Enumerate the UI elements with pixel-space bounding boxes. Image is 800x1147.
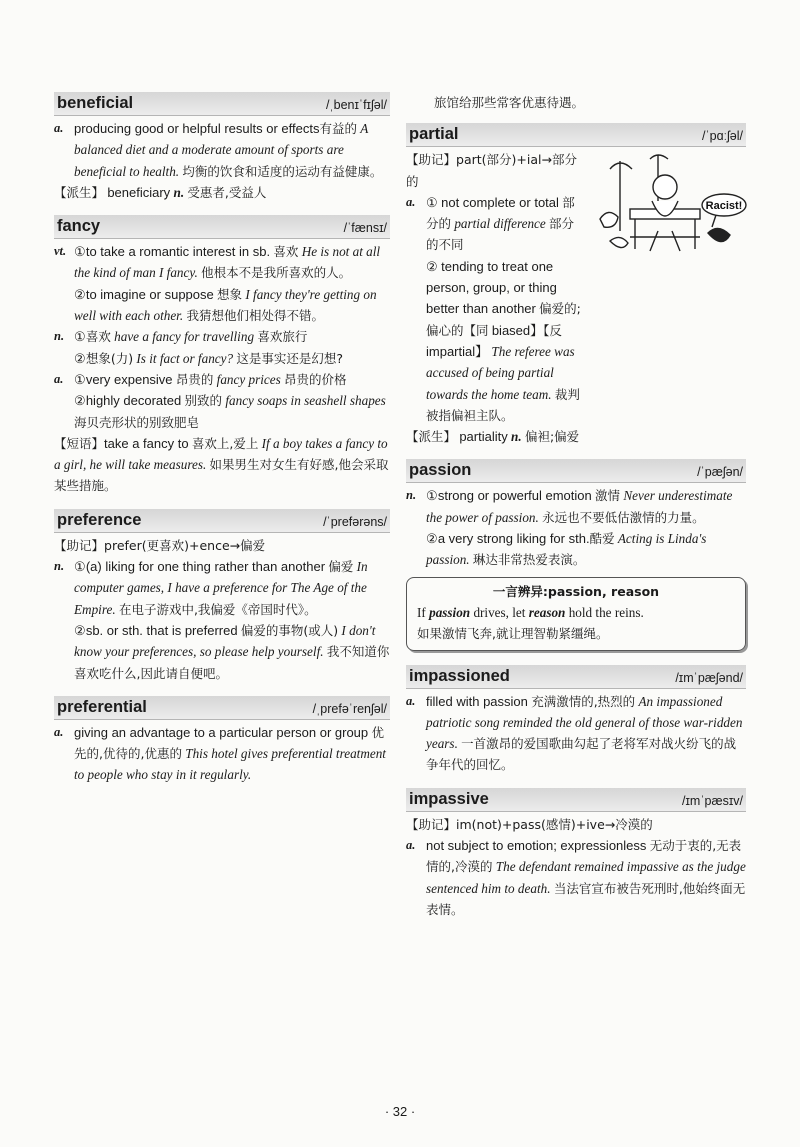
sense bbox=[406, 691, 746, 776]
sense-number: ① bbox=[426, 488, 438, 504]
example: have a fancy for travelling bbox=[114, 329, 255, 345]
memo-tag: 【助记】 bbox=[406, 816, 457, 832]
entry-fancy bbox=[54, 215, 390, 497]
right-column bbox=[406, 92, 746, 932]
sense-vt bbox=[54, 241, 390, 326]
example: I fancy they're getting on well with each other. bbox=[74, 286, 377, 324]
part-of-speech: a. bbox=[406, 194, 416, 209]
definition: to take a romantic interest in sb. bbox=[85, 244, 271, 260]
example-translation: 这是事实还是幻想? bbox=[236, 350, 344, 366]
translation: 部分的 bbox=[426, 194, 575, 232]
definition: giving an advantage to a particular person or group bbox=[74, 724, 369, 740]
headword: partial bbox=[409, 125, 459, 144]
translation: 偏爱 bbox=[328, 559, 354, 575]
definition: strong or powerful emotion bbox=[437, 488, 592, 504]
comparison-title: 一言辨异:passion, reason bbox=[492, 583, 660, 599]
translation: 想象 bbox=[217, 286, 243, 302]
definition: highly decorated bbox=[85, 393, 182, 409]
part-of-speech: vt. bbox=[54, 244, 67, 259]
example-translation: 昂贵的价格 bbox=[284, 371, 347, 387]
headword: preferential bbox=[57, 697, 147, 716]
phrase bbox=[54, 433, 390, 497]
definition: very expensive bbox=[85, 371, 173, 387]
headword: fancy bbox=[57, 217, 101, 236]
example-translation: 旅馆给那些常客优惠待遇。 bbox=[434, 95, 585, 110]
definition: not complete or total bbox=[441, 194, 559, 210]
sense-number: ② bbox=[74, 622, 86, 638]
example: partial difference bbox=[454, 216, 546, 232]
sense-n bbox=[406, 485, 746, 570]
example: The referee was accused of being partial towards the home team. bbox=[426, 343, 575, 402]
sense-a bbox=[54, 369, 390, 433]
pronunciation: /ˌbenɪˈfɪʃəl/ bbox=[325, 98, 387, 112]
translation: 激情 bbox=[595, 488, 621, 504]
example-translation: 我不知道你喜欢吃什么,因此请自便吧。 bbox=[74, 644, 390, 681]
headword: beneficial bbox=[57, 94, 134, 112]
translation: 喜欢 bbox=[85, 329, 111, 345]
deriv-tag: 【派生】 bbox=[406, 429, 457, 445]
memo bbox=[54, 535, 390, 556]
memo-text: part(部分)+ial→部分的 bbox=[406, 152, 577, 189]
deriv-tag: 【派生】 bbox=[54, 184, 105, 200]
synonym: biased】 bbox=[491, 322, 544, 338]
example: Acting is Linda's passion. bbox=[426, 531, 707, 568]
definition: (a) liking for one thing rather than another bbox=[85, 559, 326, 575]
example: fancy prices bbox=[216, 371, 281, 387]
translation: 酷爱 bbox=[589, 531, 615, 547]
translation: 无动于衷的,无表情的,冷漠的 bbox=[426, 838, 742, 875]
definition: to imagine or suppose bbox=[85, 286, 214, 302]
keyword: passion bbox=[429, 604, 471, 620]
sense-number: ① bbox=[74, 244, 86, 260]
definition: not subject to emotion; expressionless bbox=[426, 838, 647, 854]
headword-bar bbox=[406, 665, 746, 689]
entry-partial bbox=[406, 123, 746, 447]
example: The defendant remained impassive as the judge sentenced him to death. bbox=[426, 859, 746, 896]
translation: 优先的,优待的,优惠的 bbox=[74, 724, 384, 762]
sense bbox=[54, 722, 390, 786]
sense-n bbox=[54, 556, 390, 684]
headword-bar bbox=[406, 123, 746, 147]
antonym: impartial】 bbox=[426, 343, 489, 359]
entry-beneficial bbox=[54, 92, 390, 203]
example-translation: 部分的不同 bbox=[426, 216, 575, 253]
example-translation: 永远也不要低估激情的力量。 bbox=[542, 509, 705, 525]
sense-number: ① bbox=[74, 371, 86, 387]
sense-a bbox=[406, 192, 584, 426]
definition: tending to treat one person, group, or thing better than another bbox=[426, 258, 557, 317]
example: fancy soaps in seashell shapes bbox=[225, 393, 386, 409]
derivative bbox=[406, 426, 746, 447]
sense-n bbox=[54, 326, 390, 369]
sense-number: ① bbox=[74, 559, 86, 575]
part-of-speech: a. bbox=[54, 121, 64, 135]
memo-tag: 【助记】 bbox=[406, 152, 457, 168]
entry-preference bbox=[54, 509, 390, 684]
example: An impassioned patriotic song reminded the old general of those war-ridden years. bbox=[426, 693, 743, 752]
part-of-speech: n. bbox=[54, 329, 65, 344]
example-translation: 均衡的饮食和适度的运动有益健康。 bbox=[182, 163, 383, 179]
cartoon-illustration bbox=[590, 149, 748, 267]
part-of-speech: a. bbox=[54, 371, 64, 386]
memo-text: prefer(更喜欢)+ence→偏爱 bbox=[104, 537, 266, 553]
deriv-translation: 受惠者,受益人 bbox=[187, 184, 267, 200]
example-translation: 我猜想他们相处得不错。 bbox=[186, 308, 324, 324]
sense-number: ② bbox=[426, 258, 438, 274]
example-translation: 海贝壳形状的别致肥皂 bbox=[74, 414, 200, 430]
comparison-box bbox=[406, 577, 746, 651]
sense-number: ① bbox=[426, 194, 438, 210]
headword-bar bbox=[54, 92, 390, 116]
pronunciation: /ˈprefərəns/ bbox=[323, 514, 387, 529]
part-of-speech: n. bbox=[54, 559, 65, 574]
definition: producing good or helpful results or effects bbox=[74, 121, 320, 136]
preferential-continuation bbox=[406, 92, 746, 113]
left-column bbox=[54, 92, 390, 798]
headword: passion bbox=[409, 461, 472, 480]
definition: a very strong liking for sth. bbox=[437, 531, 590, 547]
deriv-pos: n. bbox=[173, 184, 185, 200]
deriv-word: partiality bbox=[459, 429, 508, 445]
pronunciation: /ˈfænsɪ/ bbox=[343, 221, 387, 236]
entry-impassioned bbox=[406, 665, 746, 776]
translation: 有益的 bbox=[319, 121, 357, 136]
phrase-text: take a fancy to bbox=[104, 435, 189, 451]
headword: preference bbox=[57, 510, 142, 529]
memo-text: im(not)+pass(感情)+ive→冷漠的 bbox=[456, 816, 653, 832]
headword-bar bbox=[54, 215, 390, 239]
headword-bar bbox=[406, 788, 746, 812]
translation: 昂贵的 bbox=[175, 371, 214, 387]
deriv-translation: 偏袒;偏爱 bbox=[524, 429, 580, 445]
sense-number: ② bbox=[426, 531, 438, 547]
sense-number: ② bbox=[74, 350, 86, 366]
definition: filled with passion bbox=[426, 693, 528, 709]
synonym-tag: 【同 bbox=[463, 322, 489, 338]
translation: 充满激情的,热烈的 bbox=[531, 693, 636, 709]
sense-number: ① bbox=[74, 329, 86, 345]
memo bbox=[406, 814, 746, 835]
sense-number: ② bbox=[74, 393, 86, 409]
part-of-speech: a. bbox=[54, 724, 64, 739]
example: In computer games, I have a preference for The Age of the Empire. bbox=[74, 559, 368, 617]
example: Is it fact or fancy? bbox=[136, 350, 234, 366]
sense bbox=[54, 118, 390, 182]
headword: impassive bbox=[409, 789, 489, 808]
phrase-translation: 喜欢上,爱上 bbox=[191, 435, 259, 451]
speech-bubble-text: Racist! bbox=[705, 200, 743, 213]
example: If a boy takes a fancy to a girl, he will take measures. bbox=[54, 435, 388, 473]
example-translation: 裁判被指偏袒主队。 bbox=[426, 386, 580, 423]
deriv-pos: n. bbox=[511, 429, 522, 445]
example-translation: 一首激昂的爱国歌曲勾起了老将军对战火纷飞的战争年代的回忆。 bbox=[426, 736, 737, 773]
phrase-tag: 【短语】 bbox=[54, 435, 105, 451]
pronunciation: /ɪmˈpæʃənd/ bbox=[675, 670, 743, 685]
example: I don't know your preferences, so please help yourself. bbox=[74, 622, 376, 660]
example-translation: 琳达非常热爱表演。 bbox=[472, 552, 586, 568]
example: A balanced diet and a moderate amount of sports are beneficial to health. bbox=[74, 121, 369, 179]
translation: 想象(力) bbox=[85, 350, 134, 366]
memo-tag: 【助记】 bbox=[54, 537, 105, 553]
translation: 偏爱的事物(或人) bbox=[240, 622, 339, 638]
sense bbox=[406, 835, 746, 920]
part-of-speech: a. bbox=[406, 838, 416, 853]
headword-bar bbox=[54, 696, 390, 720]
example-translation: 当法官宣布被告死刑时,他始终面无表情。 bbox=[426, 880, 746, 917]
translation: 偏爱的;偏心的 bbox=[426, 301, 581, 338]
deriv-word: beneficiary bbox=[107, 184, 171, 200]
keyword: reason bbox=[528, 604, 566, 620]
antonym-tag: 【反 bbox=[543, 322, 562, 338]
page-number: · 32 · bbox=[384, 1104, 416, 1119]
derivative bbox=[54, 182, 390, 203]
headword-bar bbox=[406, 459, 746, 483]
example-translation: 他根本不是我所喜欢的人。 bbox=[201, 265, 352, 281]
headword: impassioned bbox=[409, 666, 510, 685]
entry-preferential bbox=[54, 696, 390, 786]
part-of-speech: a. bbox=[406, 693, 416, 708]
example-translation: 如果男生对女生有好感,他会采取某些措施。 bbox=[54, 457, 389, 494]
sense-number: ② bbox=[74, 286, 86, 302]
part-of-speech: n. bbox=[406, 488, 417, 503]
comparison-sentence: If passion drives, let reason hold the reins. bbox=[417, 604, 644, 620]
translation: 喜欢 bbox=[273, 244, 299, 260]
pronunciation: /ˈpæʃən/ bbox=[697, 465, 743, 480]
entry-impassive bbox=[406, 788, 746, 920]
pronunciation: /ˈpɑːʃəl/ bbox=[702, 129, 743, 144]
example: He is not at all the kind of man I fancy. bbox=[74, 244, 381, 281]
translation: 别致的 bbox=[184, 393, 223, 409]
pronunciation: /ˌprefəˈrenʃəl/ bbox=[312, 701, 387, 716]
entry-passion bbox=[406, 459, 746, 650]
example: This hotel gives preferential treatment to people who stay in it regularly. bbox=[74, 746, 386, 783]
example-translation: 在电子游戏中,我偏爱《帝国时代》。 bbox=[118, 601, 317, 617]
pronunciation: /ɪmˈpæsɪv/ bbox=[682, 793, 743, 808]
headword-bar bbox=[54, 509, 390, 533]
example-translation: 喜欢旅行 bbox=[257, 329, 308, 345]
definition: sb. or sth. that is preferred bbox=[85, 622, 238, 638]
example: Never underestimate the power of passion. bbox=[426, 488, 733, 525]
comparison-translation: 如果激情飞奔,就让理智勒紧缰绳。 bbox=[417, 626, 609, 642]
